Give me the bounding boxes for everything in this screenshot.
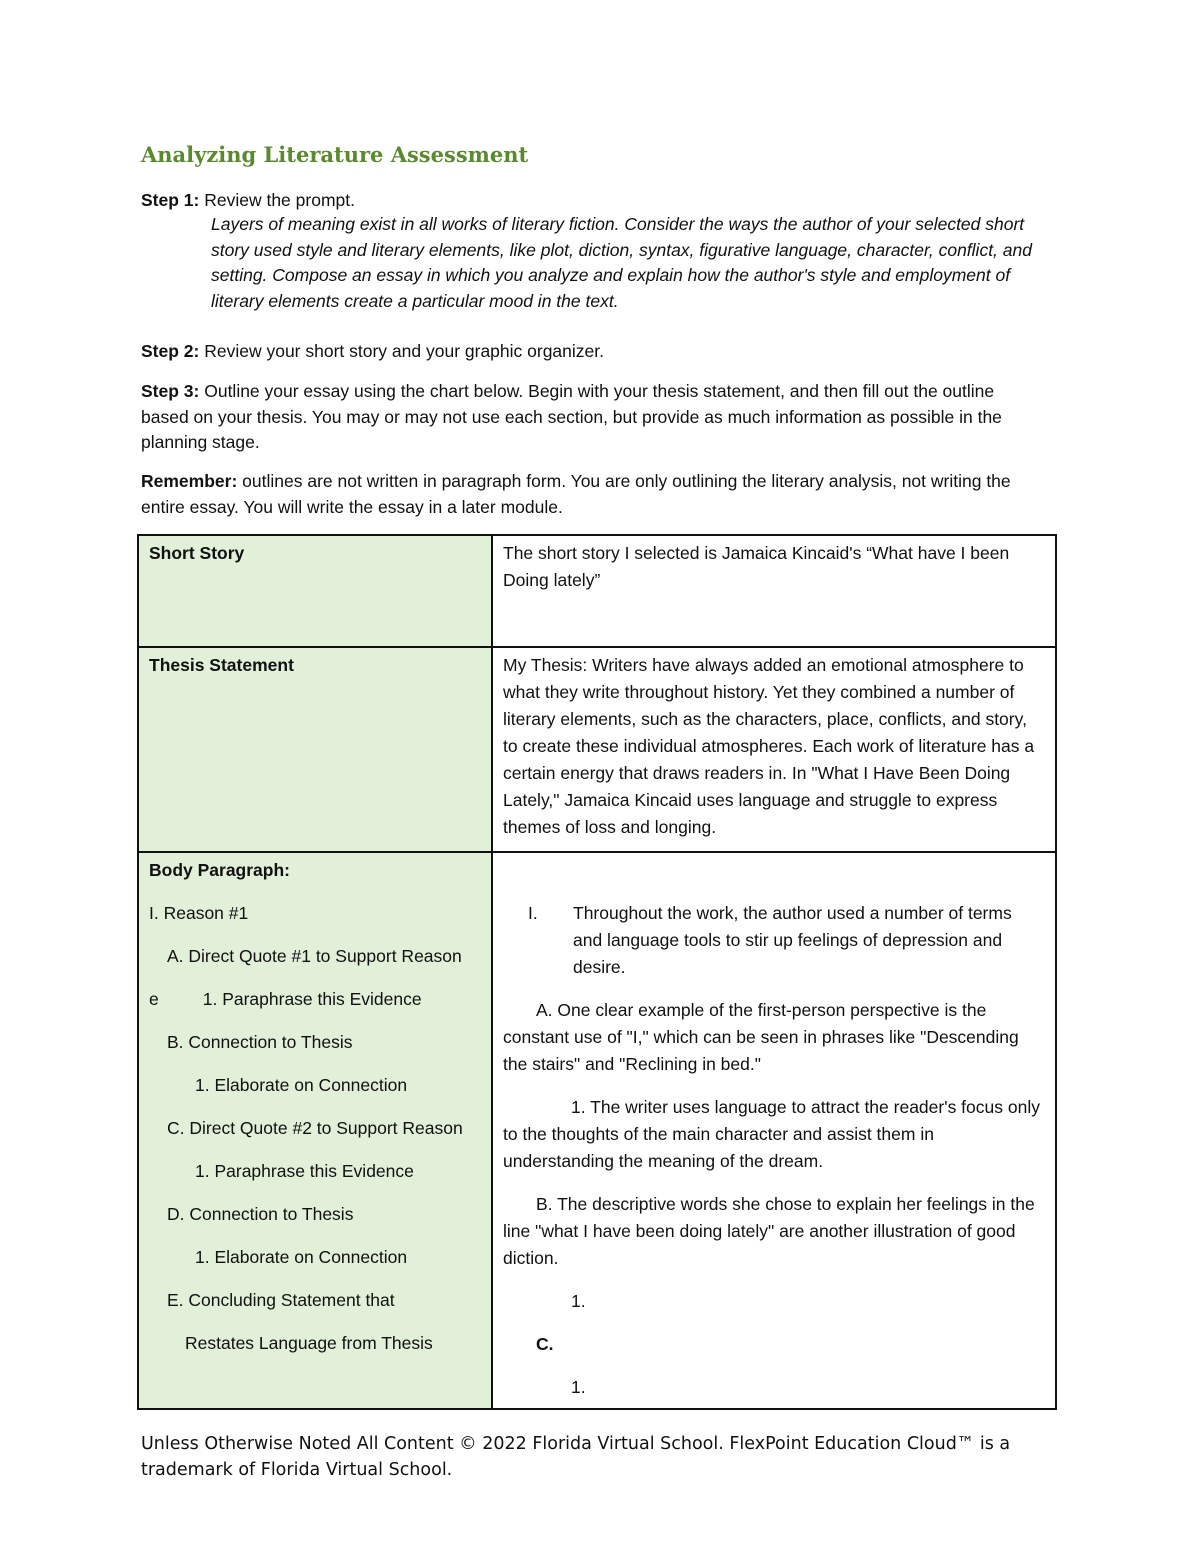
body-paragraph-value-cell bbox=[492, 852, 1056, 1409]
outline-table bbox=[137, 534, 1057, 1410]
step-1 bbox=[141, 188, 1021, 214]
outline-item: D. Connection to Thesis bbox=[167, 1204, 354, 1224]
step-3-text: Outline your essay using the chart below. Begin with your thesis statement, and then fill out the outline based on your thesis. You may or may not use each section, but provide as much information as possible in the planning stage. bbox=[141, 381, 1002, 452]
outline-item: B. Connection to Thesis bbox=[167, 1032, 353, 1052]
table-row-short-story bbox=[138, 535, 1056, 647]
point-b: B. The descriptive words she chose to explain her feelings in the line "what I have been doing lately" are another illustration of good diction. bbox=[503, 1194, 1035, 1268]
outline-item: 1. Paraphrase this Evidence bbox=[195, 1161, 414, 1181]
point-c-1: 1. bbox=[571, 1377, 586, 1397]
short-story-value-cell bbox=[492, 535, 1056, 647]
reason-one bbox=[503, 900, 1045, 981]
point-b-1: 1. bbox=[571, 1291, 586, 1311]
short-story-label: Short Story bbox=[149, 543, 245, 563]
table-row-thesis bbox=[138, 647, 1056, 852]
roman-marker: I. bbox=[528, 903, 538, 923]
remember-label: Remember: bbox=[141, 471, 238, 491]
outline-item: Restates Language from Thesis bbox=[185, 1333, 433, 1353]
short-story-value: The short story I selected is Jamaica Kincaid's “What have I been Doing lately” bbox=[503, 543, 1010, 590]
step-2-label: Step 2: bbox=[141, 341, 200, 361]
point-a-1: 1. The writer uses language to attract the reader's focus only to the thoughts of the main character and assist them in understanding the meaning of the dream. bbox=[503, 1097, 1040, 1171]
step-3-label: Step 3: bbox=[141, 381, 200, 401]
step-2-text: Review your short story and your graphic organizer. bbox=[199, 341, 604, 361]
copyright-footer: Unless Otherwise Noted All Content © 2022 Florida Virtual School. FlexPoint Education Cloud™ is a trademark of Florida Virtual School. bbox=[141, 1434, 1011, 1480]
outline-item: 1. Elaborate on Connection bbox=[195, 1075, 408, 1095]
remember-note bbox=[141, 469, 1021, 520]
step-1-text: Review the prompt. bbox=[199, 190, 355, 210]
outline-item: E. Concluding Statement that bbox=[167, 1290, 395, 1310]
body-paragraph-label-cell bbox=[138, 852, 492, 1409]
outline-item bbox=[149, 986, 481, 1013]
outline-item: C. Direct Quote #2 to Support Reason bbox=[167, 1118, 463, 1138]
thesis-label-cell bbox=[138, 647, 492, 852]
step-2 bbox=[141, 339, 1021, 365]
outline-item: 1. Elaborate on Connection bbox=[195, 1247, 408, 1267]
table-row-body-paragraph bbox=[138, 852, 1056, 1409]
short-story-label-cell bbox=[138, 535, 492, 647]
outline-item-text: 1. Paraphrase this Evidence bbox=[202, 989, 422, 1009]
body-paragraph-label: Body Paragraph: bbox=[149, 860, 290, 880]
page-title: Analyzing Literature Assessment bbox=[141, 142, 529, 167]
thesis-label: Thesis Statement bbox=[149, 655, 294, 675]
step-1-label: Step 1: bbox=[141, 190, 200, 210]
thesis-value: My Thesis: Writers have always added an emotional atmosphere to what they write throughout history. Yet they combined a number of literary elements, such as the characters, place, conflicts, and story, to create these individual atmospheres. Each work of literature has a certain energy that draws readers in. In "What I Have Been Doing Lately," Jamaica Kincaid uses language and struggle to express themes of loss and longing. bbox=[503, 655, 1035, 837]
essay-prompt: Layers of meaning exist in all works of literary fiction. Consider the ways the author of your selected short story used style and literary elements, like plot, diction, syntax, figurative language, character, conflict, and setting. Compose an essay in which you analyze and explain how the author's style and employment of literary elements create a particular mood in the text. bbox=[211, 214, 1032, 311]
outline-stray-char: e bbox=[149, 989, 159, 1009]
outline-item: I. Reason #1 bbox=[149, 903, 249, 923]
point-c: C. bbox=[536, 1334, 554, 1354]
remember-text: outlines are not written in paragraph form. You are only outlining the literary analysis, not writing the entire essay. You will write the essay in a later module. bbox=[141, 471, 1011, 517]
reason-one-text: Throughout the work, the author used a number of terms and language tools to stir up feelings of depression and desire. bbox=[573, 903, 1012, 977]
outline-item: A. Direct Quote #1 to Support Reason bbox=[167, 946, 462, 966]
point-a: A. One clear example of the first-person perspective is the constant use of "I," which can be seen in phrases like "Descending the stairs" and "Reclining in bed." bbox=[503, 1000, 1019, 1074]
thesis-value-cell bbox=[492, 647, 1056, 852]
step-3 bbox=[141, 379, 1021, 456]
